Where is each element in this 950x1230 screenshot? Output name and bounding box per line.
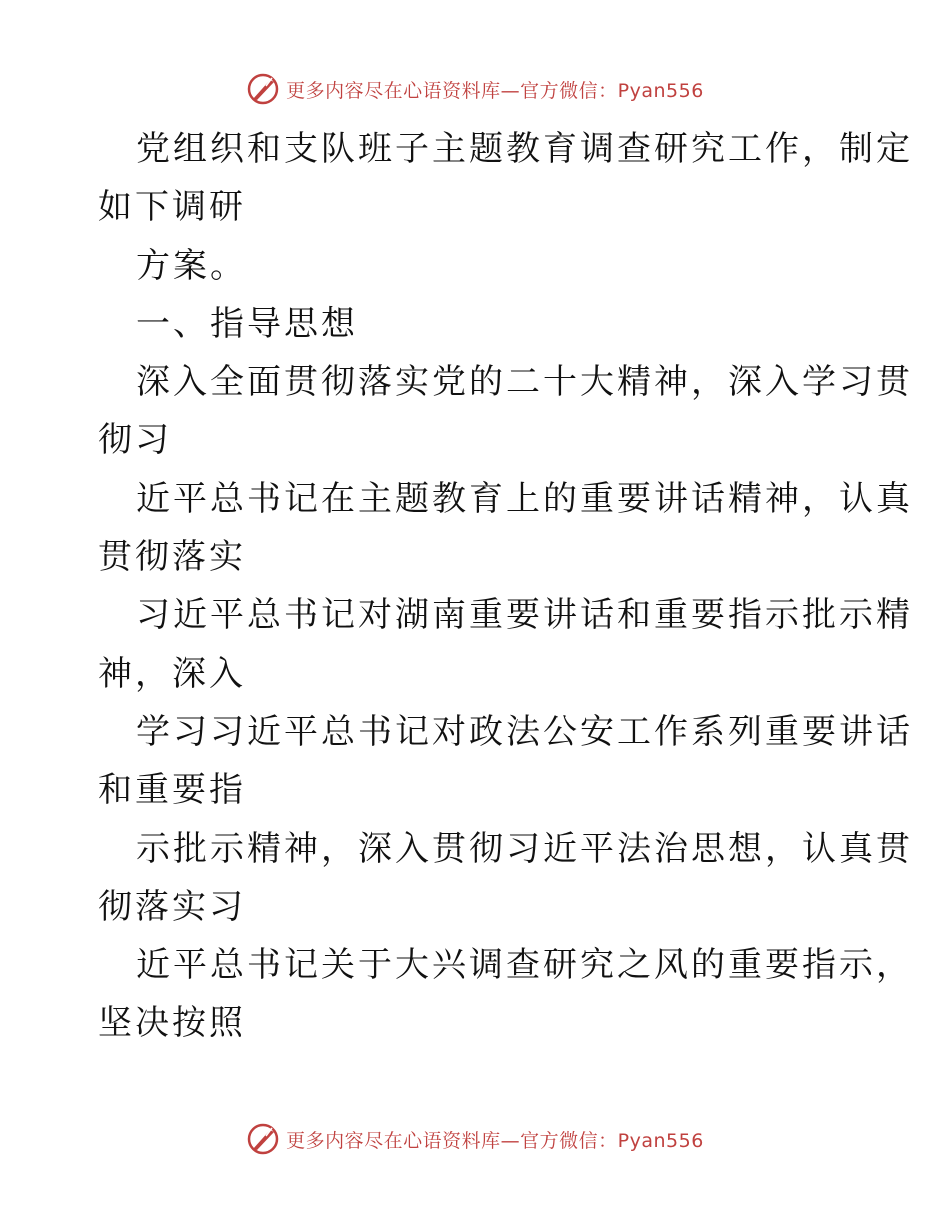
body-line-1: 党组织和支队班子主题教育调查研究工作，制定 [136,129,913,169]
body-line-2: 如下调研 [98,187,246,228]
header-watermark-text: 更多内容尽在心语资料库—官方微信：Pyan556 [286,79,704,102]
document-body [98,120,913,1053]
quill-pen-logo-icon [246,1122,280,1156]
body-line-3: 方案。 [136,245,247,286]
body-line-8: 贯彻落实 [98,537,246,578]
body-line-14: 彻落实习 [98,886,246,927]
body-line-15: 近平总书记关于大兴调查研究之风的重要指示， [136,945,913,986]
footer-watermark-text: 更多内容尽在心语资料库—官方微信：Pyan556 [286,1129,704,1152]
body-line-5: 深入全面贯彻落实党的二十大精神，深入学习贯 [136,362,913,403]
body-line-13: 示批示精神，深入贯彻习近平法治思想，认真贯 [136,828,913,869]
section-heading: 一、指导思想 [136,303,358,344]
body-line-6: 彻习 [98,420,172,461]
body-line-12: 和重要指 [98,770,246,811]
footer-watermark [0,1122,950,1156]
body-line-10: 神，深入 [98,653,246,694]
body-line-9: 习近平总书记对湖南重要讲话和重要指示批示精 [136,595,913,636]
body-line-11: 学习习近平总书记对政法公安工作系列重要讲话 [136,711,913,752]
body-line-7: 近平总书记在主题教育上的重要讲话精神，认真 [136,478,913,519]
body-line-16: 坚决按照 [98,1003,246,1044]
quill-pen-logo-icon [246,72,280,106]
header-watermark [0,72,950,106]
